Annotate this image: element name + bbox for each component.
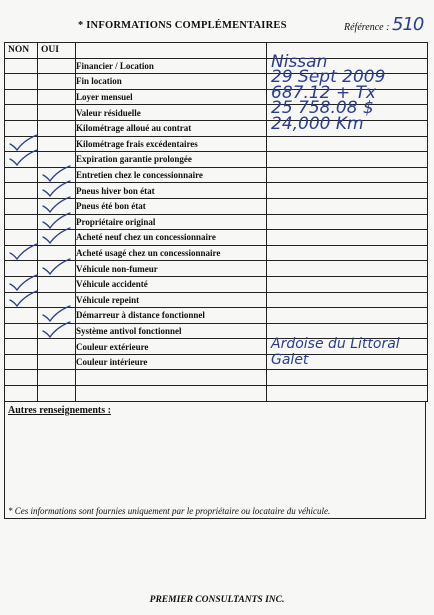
checkbox-cell-non[interactable] (5, 339, 38, 355)
info-table (4, 42, 428, 402)
checkbox-cell-non[interactable] (5, 323, 38, 339)
checkbox-cell-oui[interactable] (38, 74, 76, 90)
row-label: Acheté neuf chez un concessionnaire (76, 230, 267, 246)
checkbox-cell-oui[interactable] (38, 230, 76, 246)
checkbox-cell-oui[interactable] (38, 339, 76, 355)
row-label: Acheté usagé chez un concessionnaire (76, 245, 267, 261)
row-value-cell[interactable] (267, 351, 428, 370)
column-header-non: NON (5, 43, 38, 59)
row-label: Couleur extérieure (76, 339, 267, 355)
row-label: Loyer mensuel (76, 89, 267, 105)
reference-label: Référence : (344, 22, 390, 33)
row-label: Véhicule non-fumeur (76, 261, 267, 277)
checkbox-cell-non[interactable] (5, 89, 38, 105)
checkmark-icon (41, 227, 71, 245)
table-row (5, 120, 428, 136)
checkbox-cell-oui[interactable] (38, 370, 76, 386)
row-label: Propriétaire original (76, 214, 267, 230)
handwritten-value: 29 Sept 2009 (271, 67, 386, 88)
row-value-cell[interactable] (267, 230, 428, 246)
table-row (5, 276, 428, 292)
table-row (5, 230, 428, 246)
row-label: Démarreur à distance fonctionnel (76, 308, 267, 324)
checkbox-cell-non[interactable] (5, 167, 38, 183)
checkbox-cell-non[interactable] (5, 198, 38, 214)
checkmark-icon (8, 243, 38, 261)
checkbox-cell-non[interactable] (5, 245, 38, 261)
row-value-cell[interactable] (267, 245, 428, 261)
row-value-cell[interactable] (267, 183, 428, 199)
checkbox-cell-oui[interactable] (38, 261, 76, 277)
table-header-row (5, 43, 428, 59)
footer-company: PREMIER CONSULTANTS INC. (149, 595, 285, 605)
checkbox-cell-non[interactable] (5, 152, 38, 168)
checkbox-cell-non[interactable] (5, 292, 38, 308)
row-label: Pneus hiver bon état (76, 183, 267, 199)
row-value-cell[interactable] (267, 308, 428, 324)
checkbox-cell-oui[interactable] (38, 105, 76, 121)
other-info-label: Autres renseignements : (8, 405, 111, 416)
row-value-cell[interactable] (267, 136, 428, 152)
row-label: Valeur résiduelle (76, 105, 267, 121)
row-value-cell[interactable] (267, 276, 428, 292)
checkmark-icon (41, 258, 71, 276)
handwritten-value: 24,000 Km (271, 113, 364, 134)
checkbox-cell-oui[interactable] (38, 276, 76, 292)
checkbox-cell-oui[interactable] (38, 386, 76, 402)
row-label: Expiration garantie prolongée (76, 152, 267, 168)
row-value-cell[interactable] (267, 386, 428, 402)
checkbox-cell-oui[interactable] (38, 89, 76, 105)
row-label: Véhicule accidenté (76, 276, 267, 292)
handwritten-value: 687.12 + Tx (271, 82, 376, 103)
row-label: Couleur intérieure (76, 354, 267, 370)
checkbox-cell-oui[interactable] (38, 136, 76, 152)
handwritten-value: 25 758.08 $ (271, 98, 374, 119)
checkbox-cell-non[interactable] (5, 354, 38, 370)
table-row (5, 339, 428, 355)
checkbox-cell-oui[interactable] (38, 58, 76, 74)
checkbox-cell-non[interactable] (5, 74, 38, 90)
row-label: Financier / Location (76, 58, 267, 74)
table-row (5, 354, 428, 370)
handwritten-value: Ardoise du Littoral (271, 336, 400, 353)
row-label: Système antivol fonctionnel (76, 323, 267, 339)
page-title: * INFORMATIONS COMPLÉMENTAIRES (78, 20, 287, 31)
row-label (76, 370, 267, 386)
row-label: Fin location (76, 74, 267, 90)
row-label: Entretien chez le concessionnaire (76, 167, 267, 183)
row-label: Pneus été bon état (76, 198, 267, 214)
row-value-cell[interactable] (267, 370, 428, 386)
checkbox-cell-oui[interactable] (38, 120, 76, 136)
table-row (5, 105, 428, 121)
checkbox-cell-non[interactable] (5, 370, 38, 386)
row-value-cell[interactable] (267, 198, 428, 214)
row-label: Kilométrage alloué au contrat (76, 120, 267, 136)
checkbox-cell-oui[interactable] (38, 354, 76, 370)
checkbox-cell-non[interactable] (5, 386, 38, 402)
checkmark-icon (41, 321, 71, 339)
row-value-cell[interactable] (267, 214, 428, 230)
handwritten-value: Nissan (271, 51, 328, 72)
disclaimer-note: * Ces informations sont fournies uniquement par le propriétaire ou locataire du véhicule. (8, 506, 331, 516)
row-value-cell[interactable] (267, 152, 428, 168)
other-info-box (4, 401, 426, 519)
checkbox-cell-non[interactable] (5, 214, 38, 230)
row-value-cell[interactable] (267, 113, 428, 136)
column-header-oui: OUI (38, 43, 76, 59)
row-value-cell[interactable] (267, 261, 428, 277)
row-value-cell[interactable] (267, 167, 428, 183)
checkbox-cell-non[interactable] (5, 58, 38, 74)
checkbox-cell-oui[interactable] (38, 323, 76, 339)
checkbox-cell-non[interactable] (5, 183, 38, 199)
checkbox-cell-non[interactable] (5, 308, 38, 324)
table-row (5, 386, 428, 402)
handwritten-value: Galet (271, 351, 309, 368)
checkbox-cell-non[interactable] (5, 105, 38, 121)
table-row (5, 370, 428, 386)
table-row (5, 261, 428, 277)
row-label: Véhicule repeint (76, 292, 267, 308)
column-header-label (76, 43, 267, 59)
row-value-cell[interactable] (267, 292, 428, 308)
table-row (5, 136, 428, 152)
checkmark-icon (8, 290, 38, 308)
row-label: Kilométrage frais excédentaires (76, 136, 267, 152)
reference-value: 510 (392, 14, 424, 35)
row-label (76, 386, 267, 402)
checkmark-icon (8, 149, 38, 167)
